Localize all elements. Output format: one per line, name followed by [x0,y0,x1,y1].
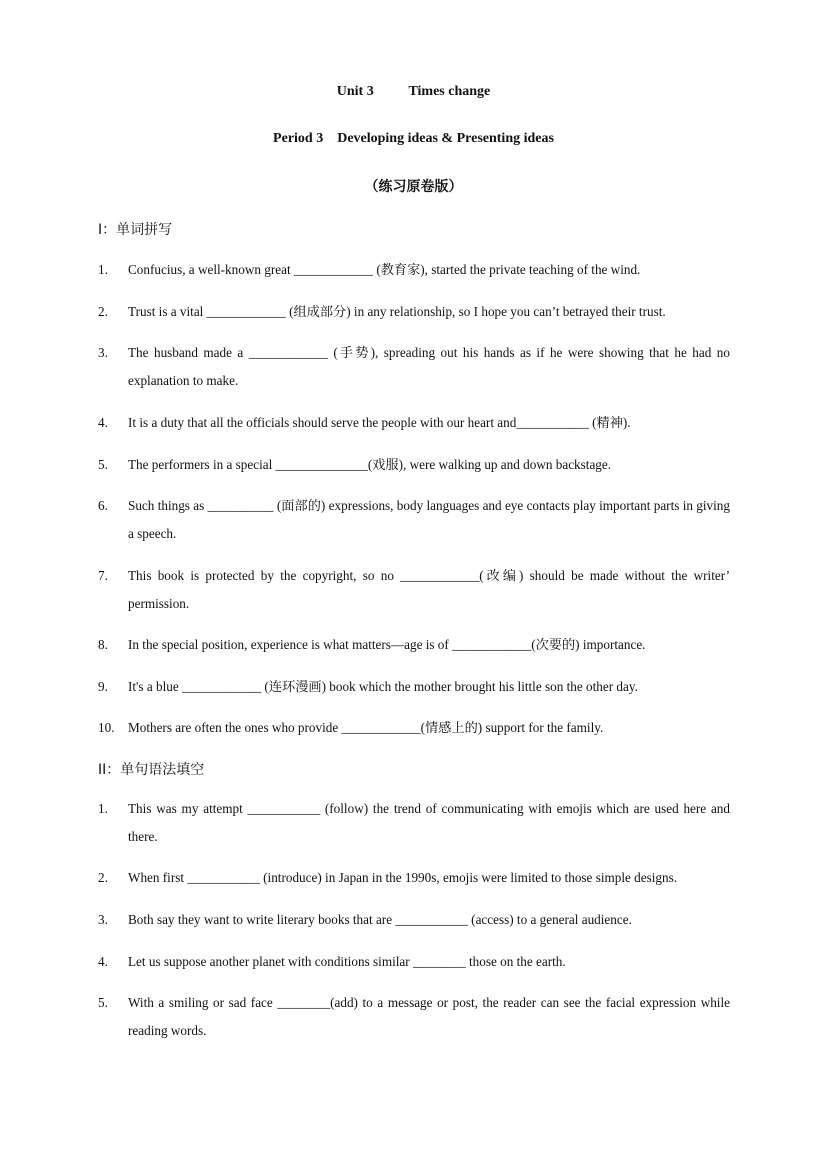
item-number: 1. [98,262,108,277]
item-number: 5. [98,457,108,472]
section-heading-grammar: II：单句语法填空 [98,762,205,778]
item-text: It is a duty that all the officials should serve the people with our heart and___________ (精神). [128,415,631,430]
item-number: 2. [98,304,108,319]
item-text: The performers in a special ______________(戏服), were walking up and down backstage. [128,457,612,472]
item-text: With a smiling or sad face ________(add) to a message or post, the reader can see the facial expression while reading words. [128,995,730,1038]
version-label: （练习原卷版） [364,179,463,195]
item-number: 4. [98,954,108,969]
item-number: 8. [98,637,108,652]
item-text: In the special position, experience is what matters—age is of ____________(次要的) importance. [128,637,646,652]
item-number: 9. [98,679,108,694]
item-number: 7. [98,568,108,583]
item-text: This book is protected by the copyright, so no ____________(改编) should be made without the writer’ permission. [128,568,730,611]
item-number: 1. [98,801,108,816]
item-number: 5. [98,995,108,1010]
item-number: 6. [98,498,108,513]
unit-title: Unit 3 Times change [336,84,491,99]
item-text: Let us suppose another planet with conditions similar ________ those on the earth. [128,954,566,969]
item-text: Mothers are often the ones who provide ____________(情感上的) support for the family. [128,720,604,735]
item-number: 10. [98,720,115,735]
item-number: 2. [98,870,108,885]
item-text: Trust is a vital ____________ (组成部分) in any relationship, so I hope you can’t betrayed their trust. [128,304,666,319]
period-title: Period 3 Developing ideas & Presenting ideas [273,131,554,146]
item-text: Such things as __________ (面部的) expressions, body languages and eye contacts play important parts in giving a speech. [128,498,730,541]
item-text: It's a blue ____________ (连环漫画) book which the mother brought his little son the other day. [128,679,638,694]
section-heading-spelling: I：单词拼写 [98,222,173,238]
item-text: The husband made a ____________ (手势), spreading out his hands as if he were showing that he had no explanation to make. [128,345,730,388]
item-number: 4. [98,415,108,430]
item-text: Confucius, a well-known great ____________ (教育家), started the private teaching of the wind. [128,262,641,277]
item-text: This was my attempt ___________ (follow) the trend of communicating with emojis which are used here and there. [128,801,730,844]
item-number: 3. [98,345,108,360]
item-text: When first ___________ (introduce) in Japan in the 1990s, emojis were limited to those simple designs. [128,870,678,885]
item-number: 3. [98,912,108,927]
item-text: Both say they want to write literary books that are ___________ (access) to a general audience. [128,912,632,927]
